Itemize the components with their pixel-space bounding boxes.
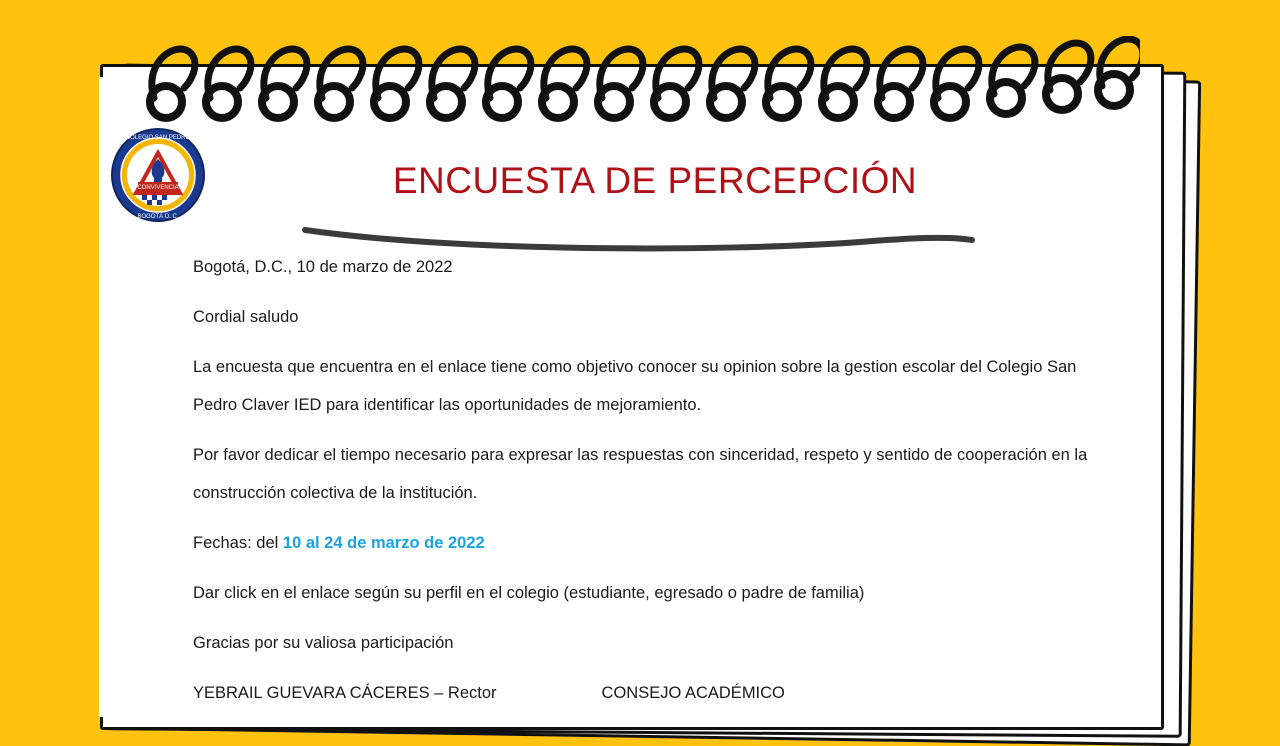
svg-text:BOGOTÁ D. C.: BOGOTÁ D. C. (137, 214, 179, 220)
signature-council: CONSEJO ACADÉMICO (601, 684, 785, 702)
signature-rector: YEBRAIL GUEVARA CÁCERES – Rector (193, 684, 497, 702)
dates-value: 10 al 24 de marzo de 2022 (282, 534, 485, 552)
paragraph-thanks: Gracias por su valiosa participación (193, 634, 454, 652)
paragraph-greeting: Cordial saludo (193, 308, 299, 326)
colegio-crest-icon (108, 125, 208, 225)
letter-body (193, 248, 1123, 724)
spiral-binding-icon (140, 36, 1140, 131)
svg-text:CONVIVENCIA: CONVIVENCIA (137, 185, 179, 191)
paragraph-request: Por favor dedicar el tiempo necesario para expresar las respuestas con sinceridad, respeto y sentido de cooperación en la construcción colectiva de la institución. (193, 446, 1088, 502)
paragraph-instructions: Dar click en el enlace según su perfil en el colegio (estudiante, egresado o padre de familia) (193, 584, 865, 602)
paragraph-date: Bogotá, D.C., 10 de marzo de 2022 (193, 258, 453, 276)
paragraph-objective: La encuesta que encuentra en el enlace tiene como objetivo conocer su opinion sobre la gestion escolar del Colegio San Pedro Claver IED para identificar las oportunidades de mejoramiento. (193, 358, 1077, 414)
dates-label: Fechas: del (193, 534, 283, 552)
svg-text:COLEGIO SAN PEDRO: COLEGIO SAN PEDRO (125, 135, 191, 141)
paragraph-dates (193, 524, 1123, 562)
signature-line (193, 674, 1123, 712)
page-title: ENCUESTA DE PERCEPCIÓN (392, 160, 918, 201)
